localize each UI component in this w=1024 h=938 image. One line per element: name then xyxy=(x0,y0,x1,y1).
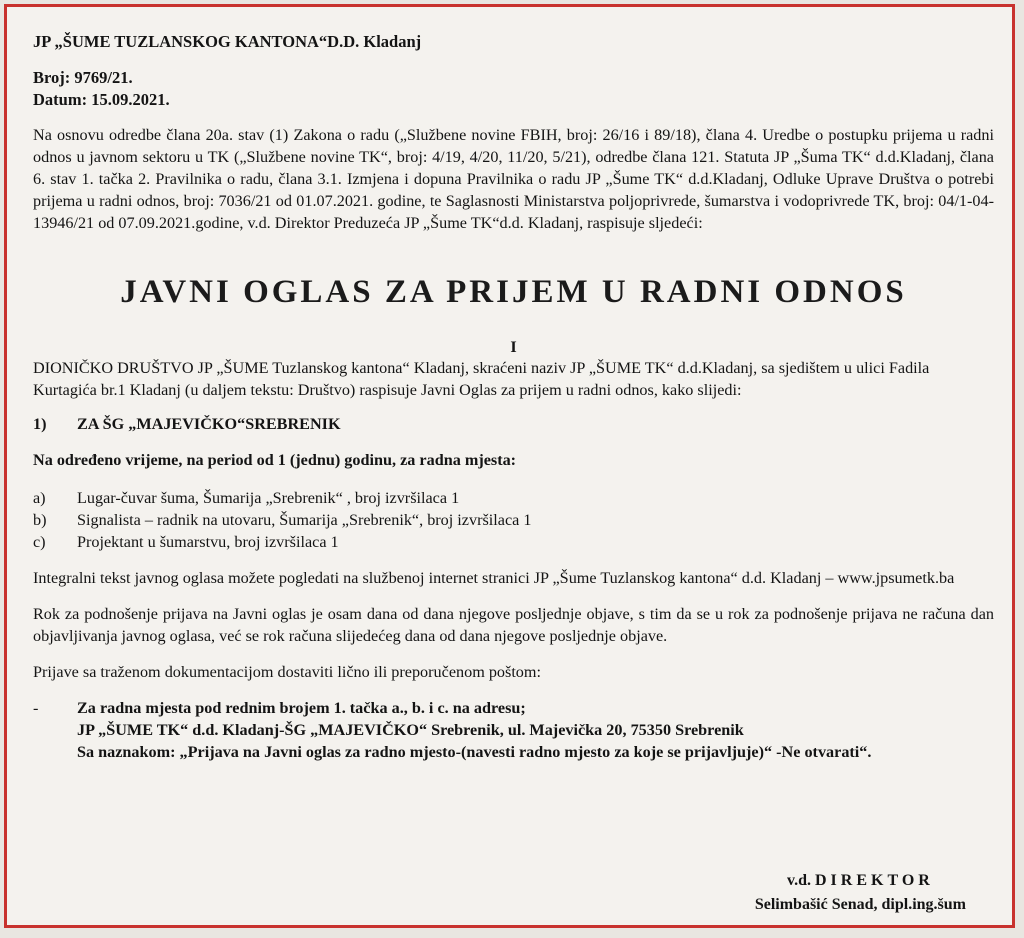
employment-period: Na određeno vrijeme, na period od 1 (jednu) godinu, za radna mjesta: xyxy=(33,451,517,469)
advertisement-frame xyxy=(4,4,1015,928)
integral-text-paragraph: Integralni tekst javnog oglasa možete pogledati na službenoj internet stranici JP „Šume Tuzlanskog kantona“ d.d. Kladanj – www.jpsumetk.ba xyxy=(33,569,955,587)
list-item-text: Signalista – radnik na utovaru, Šumarija „Srebrenik“, broj izvršilaca 1 xyxy=(77,511,532,529)
company-paragraph: DIONIČKO DRUŠTVO JP „ŠUME Tuzlanskog kantona“ Kladanj, skraćeni naziv JP „ŠUME TK“ d.d.Kladanj, sa sjedištem u ulici Fadila Kurtagića br.1 Kladanj (u daljem tekstu: Društvo) raspisuje Javni Oglas za prijem u radni odnos, kako slijedi: xyxy=(33,359,930,399)
address-block xyxy=(33,697,994,763)
section-label: ZA ŠG „MAJEVIČKO“SREBRENIK xyxy=(77,415,341,433)
list-item-letter: a) xyxy=(33,489,46,507)
reference-date: Datum: 15.09.2021. xyxy=(33,90,170,109)
reference-block xyxy=(33,67,994,111)
list-item-text: Projektant u šumarstvu, broj izvršilaca 1 xyxy=(77,533,339,551)
address-line-positions: Za radna mjesta pod rednim brojem 1. tačka a., b. i c. na adresu; xyxy=(77,699,526,717)
address-line-postal: JP „ŠUME TK“ d.d. Kladanj-ŠG „MAJEVIČKO“ Srebrenik, ul. Majevička 20, 75350 Srebrenik xyxy=(77,721,744,739)
list-item-letter: b) xyxy=(33,511,47,529)
ad-title: JAVNI OGLAS ZA PRIJEM U RADNI ODNOS xyxy=(120,274,907,310)
signature-name: Selimbašić Senad, dipl.ing.šum xyxy=(754,896,966,913)
signature-prefix: v.d. xyxy=(786,872,811,889)
list-item xyxy=(33,531,994,553)
list-item xyxy=(33,509,994,531)
positions-list xyxy=(33,487,994,553)
address-lines xyxy=(77,697,871,763)
list-item-letter: c) xyxy=(33,533,46,551)
list-item xyxy=(33,487,994,509)
section-heading xyxy=(33,413,994,435)
signature-role: DIREKTOR xyxy=(815,872,934,889)
signature-block xyxy=(755,869,966,917)
address-line-note: Sa naznakom: „Prijava na Javni oglas za radno mjesto-(navesti radno mjesto za koje se prijavljuje)“ -Ne otvarati“. xyxy=(77,743,872,761)
reference-number: Broj: 9769/21. xyxy=(33,68,133,87)
signature-title xyxy=(755,869,966,893)
deadline-paragraph: Rok za podnošenje prijava na Javni oglas je osam dana od dana njegove posljednje objave, s tim da se u rok za podnošenje prijava ne računa dan objavljivanja javnog oglasa, već se rok računa slijedećeg dana od dana njegove posljednje objave. xyxy=(33,605,994,645)
company-header: JP „ŠUME TUZLANSKOG KANTONA“D.D. Kladanj xyxy=(33,32,422,51)
list-item-text: Lugar-čuvar šuma, Šumarija „Srebrenik“ , broj izvršilaca 1 xyxy=(77,489,460,507)
advertisement-body xyxy=(33,25,994,763)
section-number: 1) xyxy=(33,415,47,433)
legal-basis-paragraph: Na osnovu odredbe člana 20a. stav (1) Zakona o radu („Službene novine FBIH, broj: 26/16 i 89/18), člana 4. Uredbe o postupku prijema u radni odnos u javnom sektoru u TK („Službene novine TK“, broj: 4/19, 4/20, 11/20, 5/21), odredbe člana 121. Statuta JP „Šuma TK“ d.d.Kladanj, člana 6. stav 1. tačka 2. Pravilnika o radu, člana 3.1. Izmjena i dopuna Pravilnika o radu JP „Šume TK“ d.d.Kladanj, Odluke Uprave Društva o potrebi prijema u radni odnos, broj: 7036/21 od 01.07.2021. godine, te Saglasnosti Ministarstva poljoprivrede, šumarstva i vodoprivrede TK, broj: 04/1-04-13946/21 od 07.09.2021.godine, v.d. Direktor Preduzeća JP „Šume TK“d.d. Kladanj, raspisuje sljedeći: xyxy=(33,126,994,232)
submission-paragraph: Prijave sa traženom dokumentacijom dostaviti lično ili preporučenom poštom: xyxy=(33,663,541,681)
section-numeral: I xyxy=(510,338,517,356)
address-bullet: - xyxy=(33,699,39,717)
